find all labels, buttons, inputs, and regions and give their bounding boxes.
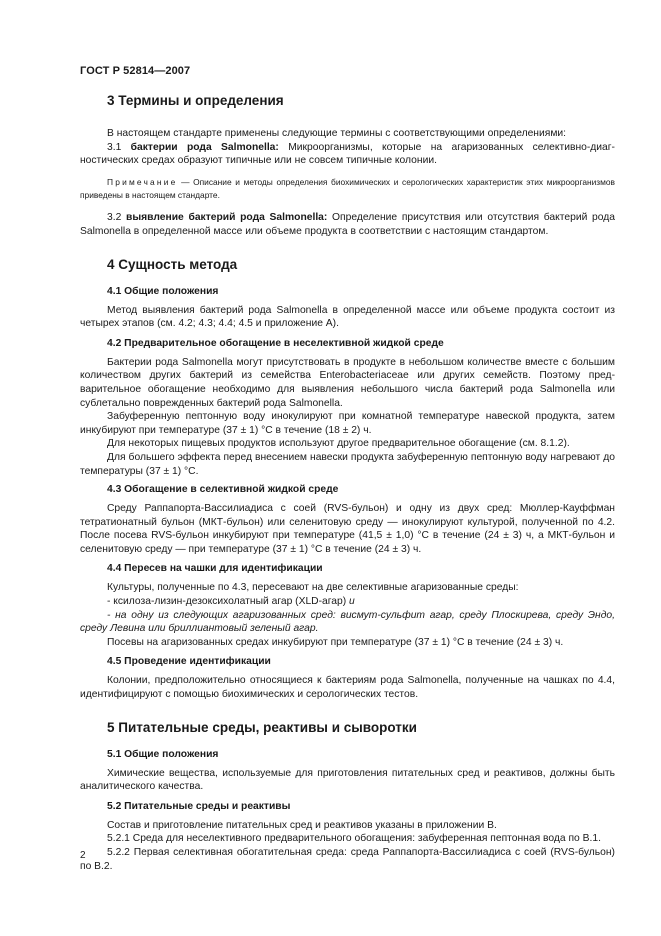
list-item-2-text: - на одну из следующих агаризованных сред: висмут-сульфит агар, среду Плоскирева, среду Эндо, среду Левина или бриллиантовый зеленый агар.	[80, 609, 615, 635]
section-4-4-paragraph-2: Посевы на агаризованных средах инкубируют при температуре (37 ± 1) °С в течение (24 ± 3) ч.	[107, 636, 564, 648]
section-5-heading: 5 Питательные среды, реактивы и сыворотки	[107, 719, 417, 735]
term-3-1-definition: Микроорганизмы, которые на агаризованных селективно-диагностических средах образуют типичные или не совсем типичные колонии.	[80, 141, 615, 167]
note-label: Примечание	[107, 176, 178, 187]
section-4-5-paragraph: Колонии, предположительно относящиеся к бактериям рода Salmonella, полученные на чашках по 4.4, идентифицируют с помощью биохимических и серологических тестов.	[80, 675, 615, 701]
section-4-1-heading: 4.1 Общие положения	[107, 285, 219, 297]
section-4-5-heading: 4.5 Проведение идентификации	[107, 656, 271, 668]
section-4-2-heading: 4.2 Предварительное обогащение в неселективной жидкой среде	[107, 337, 444, 349]
section-5-1-paragraph: Химические вещества, используемые для приготовления питательных сред и реактивов, должны быть аналитического качества.	[80, 767, 615, 793]
section-4-4-heading: 4.4 Пересев на чашки для идентификации	[107, 563, 323, 575]
document-body	[80, 93, 615, 873]
section-4-3-heading: 4.3 Обогащение в селективной жидкой среде	[107, 484, 339, 496]
section-3-heading: 3 Термины и определения	[107, 93, 284, 108]
section-4-4-paragraph-1: Культуры, полученные по 4.3, пересевают на две селективные агаризованные среды:	[107, 582, 519, 594]
section-4-heading: 4 Сущность метода	[107, 256, 238, 272]
section-5-2-1: 5.2.1 Среда для неселективного предварительного обогащения: забуференная пептонная вода по В.1.	[107, 833, 601, 845]
term-3-2-definition: Определение присутствия или отсутствия бактерий рода Salmonella в определенной массе или объеме продукта в соответствии с настоящим стандартом.	[80, 212, 615, 237]
term-3-2	[80, 211, 615, 238]
section-4-2-paragraph-3: Для некоторых пищевых продуктов используют другое предварительное обогащение (см. 8.1.2).	[107, 438, 570, 450]
section-5-2-paragraph: Состав и приготовление питательных сред и реактивов указаны в приложении В.	[107, 819, 497, 831]
section-4-4-list-item-1	[80, 595, 615, 609]
term-3-2-number: 3.2	[107, 212, 127, 224]
list-item-1-conjunction: и	[349, 596, 355, 608]
section-4-3-paragraph: Среду Раппапорта-Вассилиадиса с соей (RVS-бульон) и одну из двух сред: Мюллер-Кауффман тетратионатный бульон (МКТ-бульон) или селенитовую среду — инокулируют культурой, полученной по 4.2. После посева RVS-бульон инкубируют при температуре (41,5 ± 1,0) °С в течение (24 ± 3) ч, а МКТ-бульон и селенитовую среду — при температуре (37 ± 1) °С в течение (24 ± 3) ч.	[80, 503, 615, 555]
document-page	[80, 0, 615, 936]
section-4-2-paragraph-2: Забуференную пептонную воду инокулируют при комнатной температуре навеской продукта, затем инкубируют при температуре (37 ± 1) °С в течение (18 ± 2) ч.	[80, 411, 615, 436]
section-5-2-heading: 5.2 Питательные среды и реактивы	[107, 800, 291, 812]
section-4-2-paragraph-1: Бактерии рода Salmonella могут присутствовать в продукте в небольшом количестве вместе с большим количеством других бактерий из семейства Enterobacteriaceae или других семейств. Поэтому предварительное обогащение необходимо для выявления небольшого числа бактерий рода Salmonella или сублетально поврежденных бактерий рода Salmonella.	[80, 356, 615, 409]
section-4-2-paragraph-4: Для большего эффекта перед внесением навески продукта забуференную пептонную воду нагревают до температуры (37 ± 1) °С.	[80, 451, 615, 477]
term-3-1	[80, 141, 615, 168]
term-3-1-number: 3.1	[107, 141, 131, 153]
section-4-4-list-item-2	[80, 609, 615, 636]
note-text: — Описание и методы определения биохимических и серологических характеристик этих микроорганизмов приведены в настоящем стандарте.	[80, 176, 615, 200]
section-4-1-paragraph: Метод выявления бактерий рода Salmonella в определенной массе или объеме продукта состоит из четырех этапов (см. 4.2; 4.3; 4.4; 4.5 и приложение А).	[80, 304, 615, 330]
note-3-1	[80, 176, 615, 202]
section-3-intro: В настоящем стандарте применены следующие термины с соответствующими определениями:	[107, 128, 567, 139]
page-number: 2	[80, 850, 86, 861]
section-5-1-heading: 5.1 Общие положения	[107, 748, 219, 760]
section-5-2-2: 5.2.2 Первая селективная обогатительная среда: среда Раппапорта-Вассилиадиса с соей (RVS-бульон) по В.2.	[80, 847, 615, 872]
list-item-1-text: - ксилоза-лизин-дезоксихолатный агар (XLD-агар)	[107, 596, 350, 608]
term-3-1-term: бактерии рода Salmonella:	[130, 141, 279, 153]
term-3-2-term: выявление бактерий рода Salmonella:	[126, 212, 328, 224]
document-id-header: ГОСТ Р 52814—2007	[80, 65, 191, 77]
